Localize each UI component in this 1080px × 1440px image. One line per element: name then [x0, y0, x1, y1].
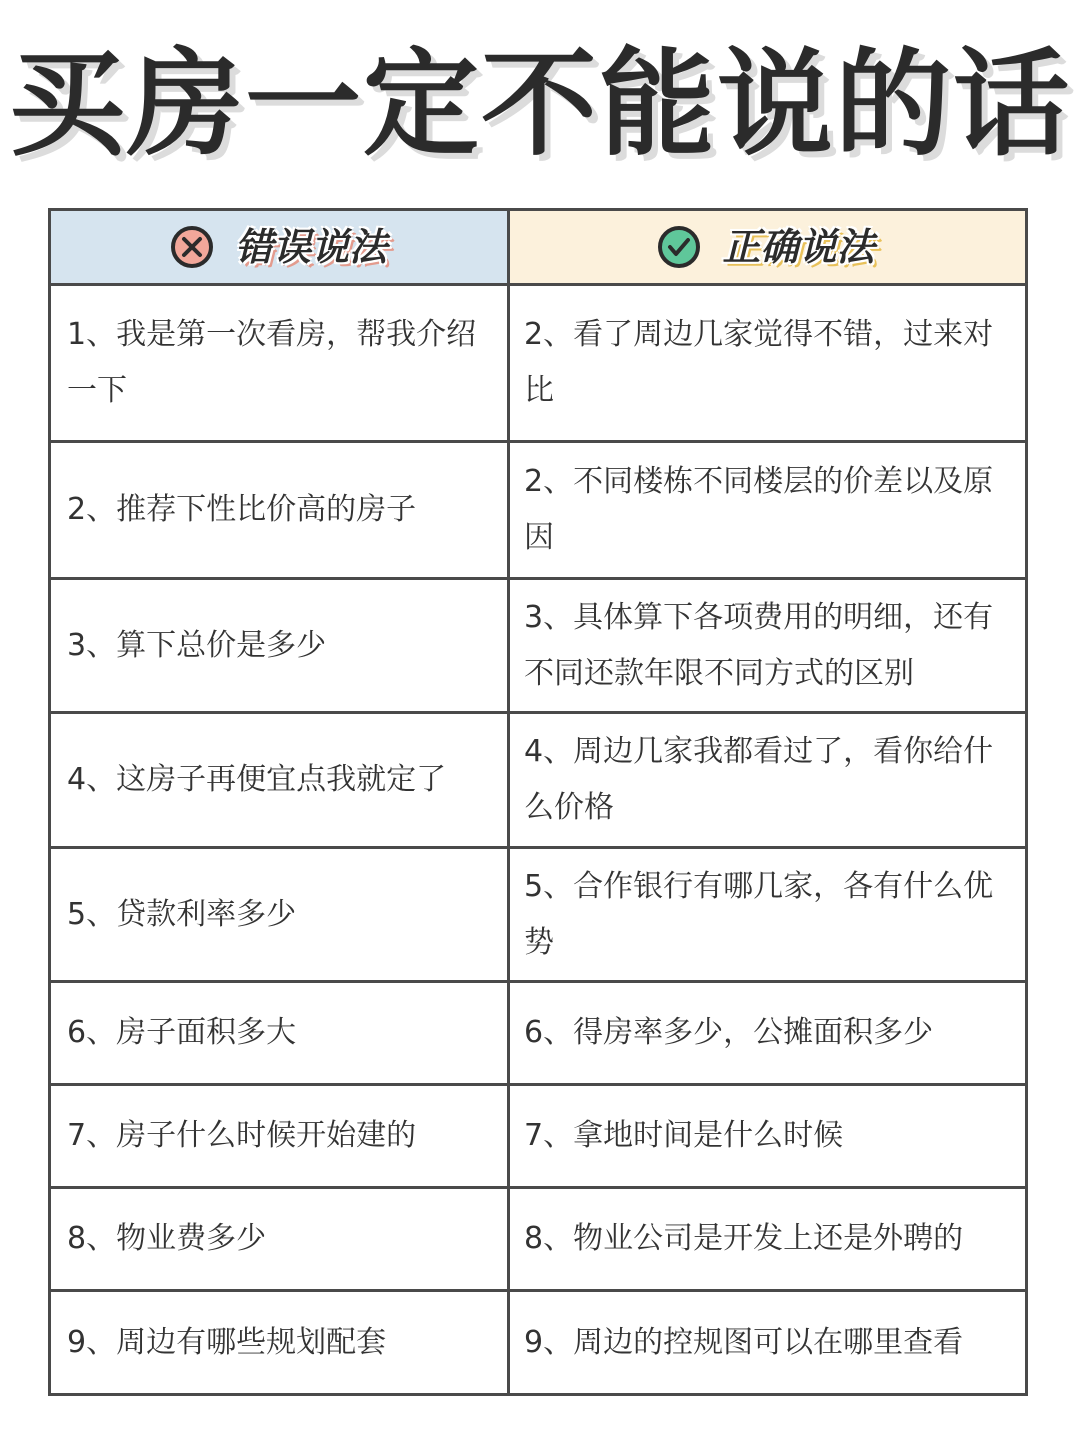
- wrong-cell: 2、推荐下性比价高的房子: [51, 443, 510, 577]
- right-cell: 3、具体算下各项费用的明细，还有不同还款年限不同方式的区别: [524, 599, 994, 691]
- table-row: [51, 980, 1025, 1083]
- right-cell: 7、拿地时间是什么时候: [524, 1118, 844, 1153]
- table-row: [51, 711, 1025, 846]
- wrong-header-label: 错误说法: [234, 225, 387, 269]
- wrong-cell: 1、我是第一次看房，帮我介绍一下: [51, 286, 510, 440]
- right-column-header: [510, 211, 1025, 283]
- wrong-cell: 4、这房子再便宜点我就定了: [51, 714, 510, 846]
- right-cell: 6、得房率多少，公摊面积多少: [524, 1015, 934, 1050]
- right-cell: 2、看了周边几家觉得不错，过来对比: [524, 317, 994, 408]
- wrong-column-header: [51, 211, 510, 283]
- check-circle-icon: [656, 224, 702, 270]
- table-row: [51, 1186, 1025, 1289]
- wrong-cell: 6、房子面积多大: [51, 983, 510, 1083]
- comparison-table: [48, 208, 1028, 1396]
- table-row: [51, 283, 1025, 440]
- wrong-cell: 5、贷款利率多少: [51, 849, 510, 980]
- x-circle-icon: [169, 224, 215, 270]
- right-cell: 9、周边的控规图可以在哪里查看: [524, 1324, 964, 1360]
- table-row: [51, 440, 1025, 577]
- wrong-cell: 9、周边有哪些规划配套: [51, 1292, 510, 1393]
- right-cell: 2、不同楼栋不同楼层的价差以及原因: [524, 464, 994, 555]
- wrong-cell: 8、物业费多少: [51, 1189, 510, 1289]
- page-title: 买房一定不能说的话: [9, 37, 1071, 172]
- right-cell: 5、合作银行有哪几家，各有什么优势: [524, 868, 994, 960]
- table-header-row: [51, 211, 1025, 283]
- table-row: [51, 577, 1025, 711]
- table-row: [51, 1289, 1025, 1393]
- wrong-cell: 3、算下总价是多少: [51, 580, 510, 711]
- table-row: [51, 1083, 1025, 1186]
- right-cell: 8、物业公司是开发上还是外聘的: [524, 1221, 964, 1256]
- wrong-cell: 7、房子什么时候开始建的: [51, 1086, 510, 1186]
- table-row: [51, 846, 1025, 980]
- right-cell: 4、周边几家我都看过了，看你给什么价格: [524, 734, 994, 825]
- right-header-label: 正确说法: [722, 225, 875, 269]
